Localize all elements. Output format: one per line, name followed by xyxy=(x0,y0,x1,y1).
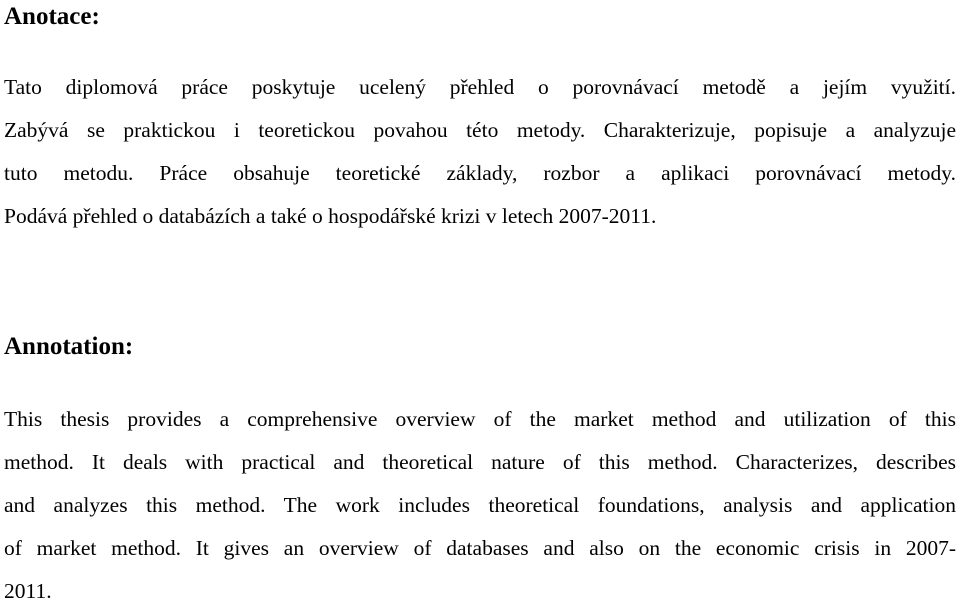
paragraph-line: Podává přehled o databázích a také o hospodářské krizi v letech 2007-2011. xyxy=(4,204,657,228)
czech-annotation-paragraph xyxy=(4,66,956,238)
paragraph-line: tuto metodu. Práce obsahuje teoretické základy, rozbor a aplikaci porovnávací metody. xyxy=(4,161,956,185)
paragraph-line: of market method. It gives an overview of databases and also on the economic crisis in 2007- xyxy=(4,536,956,560)
paragraph-line: Tato diplomová práce poskytuje ucelený přehled o porovnávací metodě a jejím využití. xyxy=(4,75,956,99)
paragraph-line: 2011. xyxy=(4,579,52,603)
paragraph-line: This thesis provides a comprehensive overview of the market method and utilization of this xyxy=(4,407,956,431)
paragraph-line: method. It deals with practical and theoretical nature of this method. Characterizes, describes xyxy=(4,450,956,474)
paragraph-line: Zabývá se praktickou i teoretickou povahou této metody. Charakterizuje, popisuje a analyzuje xyxy=(4,118,956,142)
czech-annotation-heading: Anotace: xyxy=(4,3,100,30)
english-annotation-paragraph xyxy=(4,398,956,613)
english-annotation-heading: Annotation: xyxy=(4,333,134,360)
paragraph-line: and analyzes this method. The work includes theoretical foundations, analysis and application xyxy=(4,493,956,517)
